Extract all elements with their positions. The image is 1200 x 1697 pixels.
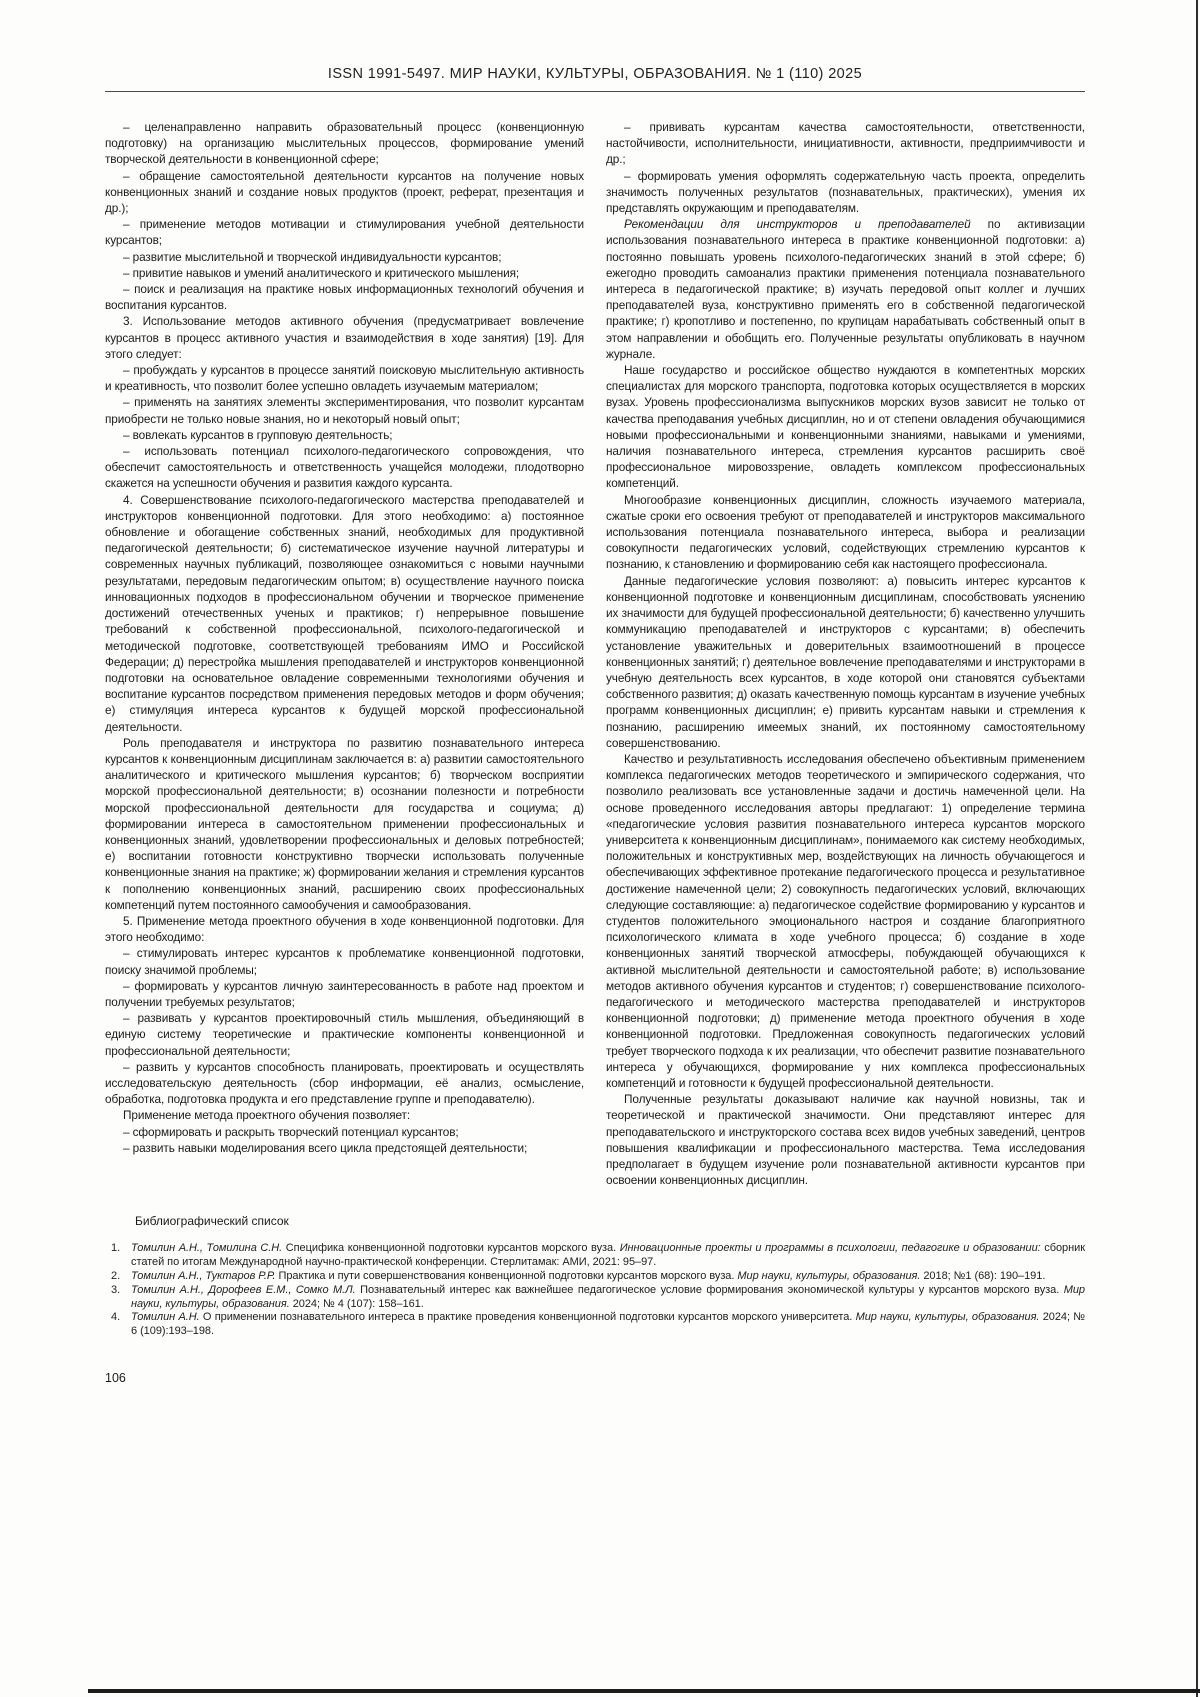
text: – развить навыки моделирования всего цикла предстоящей деятельности;	[123, 1140, 528, 1155]
paragraph	[105, 913, 584, 945]
bibliography-item-text	[131, 1311, 1085, 1339]
text: 2024; № 6 (109):193–198.	[131, 1311, 1086, 1338]
page-number: 106	[105, 1370, 126, 1385]
italic-text: Томилин А.Н., Туктаров Р.Р.	[131, 1270, 276, 1282]
paragraph	[105, 281, 584, 313]
text: 3. Использование методов активного обучения (предусматривает вовлечение курсантов в процесс активного участия и взаимодействия в ходе занятия) [19]. Для этого следует:	[105, 314, 584, 361]
italic-text: Инновационные проекты и программы в психологии, педагогике и образовании:	[619, 1242, 1041, 1255]
left-column	[105, 119, 584, 1188]
paragraph	[105, 362, 584, 394]
paragraph	[105, 216, 584, 248]
paragraph	[105, 492, 584, 735]
paragraph	[105, 427, 584, 443]
right-column	[606, 119, 1085, 1188]
italic-text: Томилин А.Н.	[131, 1311, 200, 1324]
paragraph	[105, 249, 584, 265]
text: – стимулировать интерес курсантов к проблематике конвенционной подготовки, поиску значимой проблемы;	[105, 946, 584, 977]
scan-edge-right	[1196, 0, 1198, 1697]
bibliography-item	[105, 1242, 1085, 1270]
text: 2024; № 4 (107): 158–161.	[289, 1297, 424, 1310]
text: – целенаправленно направить образовательный процесс (конвенционную подготовку) на организацию мыслительных процессов, формирование умений творческой деятельности в конвенционной сфере;	[105, 120, 584, 167]
italic-text: Мир науки, культуры, образования.	[855, 1311, 1040, 1324]
text: Применение метода проектного обучения позволяет:	[123, 1108, 411, 1123]
paragraph	[105, 1010, 584, 1059]
paragraph	[606, 362, 1085, 492]
paragraph	[105, 735, 584, 913]
bibliography-section	[105, 1214, 1085, 1339]
bibliography-item-text	[131, 1284, 1085, 1312]
italic-text: Рекомендации для инструкторов и преподавателей	[624, 217, 971, 232]
text: – формировать умения оформлять содержательную часть проекта, определить значимость полученных результатов (познавательных, практических), умения их представлять окружающим и преподавателям.	[606, 168, 1085, 216]
scan-edge-bottom	[88, 1689, 1200, 1693]
text: Полученные результаты доказывают наличие как научной новизны, так и теоретической и практической значимости. Они представляют интерес для преподавательского и инструкторского состава всех видов учебных заведений, центров повышения квалификации и профессионального мастерства. Тема исследования предполагает в будущем изучение роли познавательной активности курсантов при освоении конвенционных дисциплин.	[606, 1092, 1085, 1188]
bibliography-item-number: 1.	[111, 1242, 121, 1255]
text: – применение методов мотивации и стимулирования учебной деятельности курсантов;	[105, 217, 584, 248]
text: – прививать курсантам качества самостоятельности, ответственности, настойчивости, исполнительности, инициативности, активности, предприимчивости и др.;	[606, 120, 1085, 167]
bibliography-item-text	[131, 1242, 1085, 1270]
text: Специфика конвенционной подготовки курсантов морского вуза.	[282, 1242, 620, 1255]
text: – использовать потенциал психолого-педагогического сопровождения, что обеспечит самостоятельность и ответственность учащейся молодежи, плодотворно скажется на успешности обучения и развития каждого курсанта.	[105, 444, 584, 491]
header-divider	[105, 91, 1085, 92]
text: – привитие навыков и умений аналитического и критического мышления;	[123, 265, 520, 280]
text: по активизации использования познавательного интереса в практике конвенционной подготовки: а) постоянно повышать уровень психолого-педагогических знаний в этой сфере; б) ежегодно проводить самоанализ практики применения потенциала познавательного интереса в педагогической практике; в) изучать передовой опыт коллег и лучших преподавателей вуза, конструктивно применять его в собственной педагогической практике; г) кропотливо и постепенно, по крупицам нарабатывать собственный опыт в этом направлении и обобщить его. Полученные результаты опубликовать в научном журнале.	[606, 217, 1085, 361]
text: Данные педагогические условия позволяют: а) повысить интерес курсантов к конвенционной подготовке и конвенционным дисциплинам, способствовать уяснению их значимости для будущей профессиональной деятельности; б) качественно улучшить коммуникацию преподавателей и инструкторов с курсантами; в) обеспечить установление уважительных и доверительных взаимоотношений в процессе конвенционных занятий; г) деятельное вовлечение преподавателями и инструкторами в учебную деятельность всех курсантов, в ходе которой они становятся субъектами собственного развития; д) оказать качественную помощь курсантам в изучение учебных программ конвенционных дисциплин; е) привить курсантам навыки и стремления к познанию, расширению имеемых знаний, их постоянному самостоятельному совершенствованию.	[606, 573, 1085, 750]
italic-text: Томилин А.Н., Дорофеев Е.М., Сомко М.Л.	[131, 1283, 356, 1296]
paragraph	[105, 1059, 584, 1108]
bibliography-list	[105, 1242, 1085, 1339]
text: – развитие мыслительной и творческой индивидуальности курсантов;	[123, 249, 502, 264]
italic-text: Томилин А.Н., Томилина С.Н.	[131, 1242, 283, 1255]
paragraph	[105, 945, 584, 977]
paragraph	[606, 119, 1085, 168]
bibliography-item	[105, 1311, 1085, 1339]
text: сборник статей по итогам Международной научно-практической конференции. Стерлитамак: АМИ, 2021: 95–97.	[131, 1242, 1085, 1269]
paragraph	[105, 394, 584, 426]
text: Познавательный интерес как важнейшее педагогическое условие формирования экономической культуры у курсантов морского вуза.	[355, 1283, 1064, 1296]
text: – вовлекать курсантов в групповую деятельность;	[123, 427, 393, 442]
paragraph	[105, 1140, 584, 1156]
paragraph	[105, 1124, 584, 1140]
paragraph	[606, 1091, 1085, 1188]
text: 2018; №1 (68): 190–191.	[920, 1270, 1046, 1282]
bibliography-item-number: 4.	[111, 1311, 121, 1324]
text: – сформировать и раскрыть творческий потенциал курсантов;	[123, 1124, 459, 1139]
text: – обращение самостоятельной деятельности курсантов на получение новых конвенционных знаний и создание новых продуктов (проект, реферат, презентация и др.);	[105, 168, 584, 216]
paragraph	[105, 313, 584, 362]
text: – поиск и реализация на практике новых информационных технологий обучения и воспитания курсантов.	[105, 282, 584, 313]
paragraph	[606, 492, 1085, 573]
paragraph	[606, 168, 1085, 217]
bibliography-item-text	[131, 1270, 1085, 1284]
bibliography-item	[105, 1284, 1085, 1312]
paragraph	[105, 168, 584, 217]
bibliography-item	[105, 1270, 1085, 1284]
text: – развить у курсантов способность планировать, проектировать и осуществлять исследовательскую деятельность (сбор информации, её анализ, осмысление, обработка, подготовка продукта и его представление группе и преподавателю).	[105, 1059, 584, 1107]
text: Наше государство и российское общество нуждаются в компетентных морских специалистах для морского транспорта, подготовка которых осуществляется в морских вузах. Уровень профессионализма выпускников морских вузов зависит не только от качества преподавания учебных дисциплин, но и от степени овладения обучающимися новыми профессиональными и конвенционными знаниями, навыками и умениями, наличия познавательного интереса, стремления курсантов расширить своё профессиональное мировоззрение, овладеть комплексом профессиональных компетенций.	[606, 363, 1085, 491]
bibliography-item-number: 3.	[111, 1283, 121, 1296]
text: 4. Совершенствование психолого-педагогического мастерства преподавателей и инструкторов конвенционной подготовки. Для этого необходимо: а) постоянное обновление и обогащение собственных знаний, необходимых для продуктивной педагогической деятельности; б) систематическое изучение научной литературы и современных научных публикаций, позволяющее ознакомиться с новыми научными результатами, передовым педагогическим опытом; в) осуществление научного поиска инновационных подходов в профессиональном обучении и творческое применение достижений отечественных ученых и практиков; г) непрерывное повышение требований к собственной профессиональной, психолого-педагогической и методической подготовке, соответствующей требованиям ИМО и Российской Федерации; д) перестройка мышления преподавателей и инструкторов конвенционной подготовки на основательное овладение современными технологиями обучения и воспитание курсантов посредством применения передовых методов и форм обучения; е) стимуляция интереса курсантов к будущей морской профессиональной деятельности.	[105, 492, 584, 734]
text: – пробуждать у курсантов в процессе занятий поисковую мыслительную активность и креативность, что позволит более успешно овладеть изучаемым материалом;	[105, 363, 584, 394]
text: Качество и результативность исследования обеспечено объективным применением комплекса педагогических методов теоретического и эмпирического содержания, что позволило реализовать все установленные задачи и достичь намеченной цели. На основе проведенного исследования авторы предлагают: 1) определение термина «педагогические условия развития познавательного интереса курсантов морского университета к конвенционным дисциплинам», понимаемого как систему необходимых, положительных и конструктивных мер, воздействующих на личность обучающегося и обеспечивающих эффективное протекание педагогического процесса и результативное достижение намеченной цели; 2) совокупность педагогических условий, включающих следующие составляющие: а) педагогическое содействие формированию у курсантов и студентов положительного эмоционального настроя и создание благоприятного психологического климата в ходе учебного процесса; б) создание в ходе конвенционных занятий творческой атмосферы, побуждающей обучающихся к активной мыслительной деятельности и самостоятельной работе; в) использование методов активного обучения курсантов и студентов; г) совершенствование психолого-педагогического и методического мастерства преподавателей и инструкторов конвенционной подготовки; д) применение метода проектного обучения в ходе конвенционной подготовки. Предложенная совокупность педагогических условий требует творческого подхода к их реализации, что обеспечит развитие познавательного интереса у обучающихся, формирование у них комплекса профессиональных компетенций и готовности к будущей профессиональной деятельности.	[606, 751, 1085, 1090]
italic-text: Мир науки, культуры, образования.	[737, 1270, 921, 1282]
paragraph	[606, 751, 1085, 1091]
bibliography-item-number: 2.	[111, 1270, 121, 1282]
paragraph	[105, 1107, 584, 1123]
text: – развивать у курсантов проектировочный стиль мышления, объединяющий в единую систему теоретические и практические компоненты конвенционной и профессиональной деятельности;	[105, 1011, 584, 1058]
paragraph	[105, 119, 584, 168]
text: Роль преподавателя и инструктора по развитию познавательного интереса курсантов к конвенционным дисциплинам заключается в: а) развитии самостоятельного аналитического и критического мышления курсантов; б) творческом восприятии морской профессиональной деятельности; в) осознании полезности и потребности морской профессиональной деятельности для государства и социума; д) формировании интереса в самостоятельном применении профессиональных и конвенционных знаний, удовлетворении профессиональных и деловых потребностей; е) воспитании готовности конструктивно творчески использовать полученные конвенционные знания на практике; ж) формировании желания и стремления курсантов к пополнению конвенционных знаний, расширению своих профессиональных компетенций путем постоянного самообучения и самообразования.	[105, 735, 584, 912]
journal-header: ISSN 1991-5497. МИР НАУКИ, КУЛЬТУРЫ, ОБРАЗОВАНИЯ. № 1 (110) 2025	[327, 66, 863, 82]
bibliography-title: Библиографический список	[135, 1214, 289, 1229]
article-body	[105, 119, 1085, 1188]
text: 5. Применение метода проектного обучения в ходе конвенционной подготовки. Для этого необходимо:	[105, 913, 584, 945]
paragraph	[606, 573, 1085, 751]
text: – формировать у курсантов личную заинтересованность в работе над проектом и получении требуемых результатов;	[105, 978, 584, 1009]
text: О применении познавательного интереса в практике проведения конвенционной подготовки курсантов морского университета.	[199, 1311, 856, 1324]
paragraph	[606, 216, 1085, 362]
paragraph	[105, 978, 584, 1010]
text: Практика и пути совершенствования конвенционной подготовки курсантов морского вуза.	[275, 1270, 738, 1282]
italic-text: Мир науки, культуры, образования.	[131, 1283, 1085, 1310]
paragraph	[105, 265, 584, 281]
paragraph	[105, 443, 584, 492]
text: Многообразие конвенционных дисциплин, сложность изучаемого материала, сжатые сроки его освоения требуют от преподавателей и инструкторов максимального использования потенциала познавательного интереса, выбора и реализации совокупности педагогических условий, содействующих стремлению курсантов к познанию, к становлению и формированию себя как настоящего профессионала.	[606, 492, 1085, 572]
text: – применять на занятиях элементы экспериментирования, что позволит курсантам приобрести не только новые знания, но и некоторый новый опыт;	[105, 395, 584, 426]
